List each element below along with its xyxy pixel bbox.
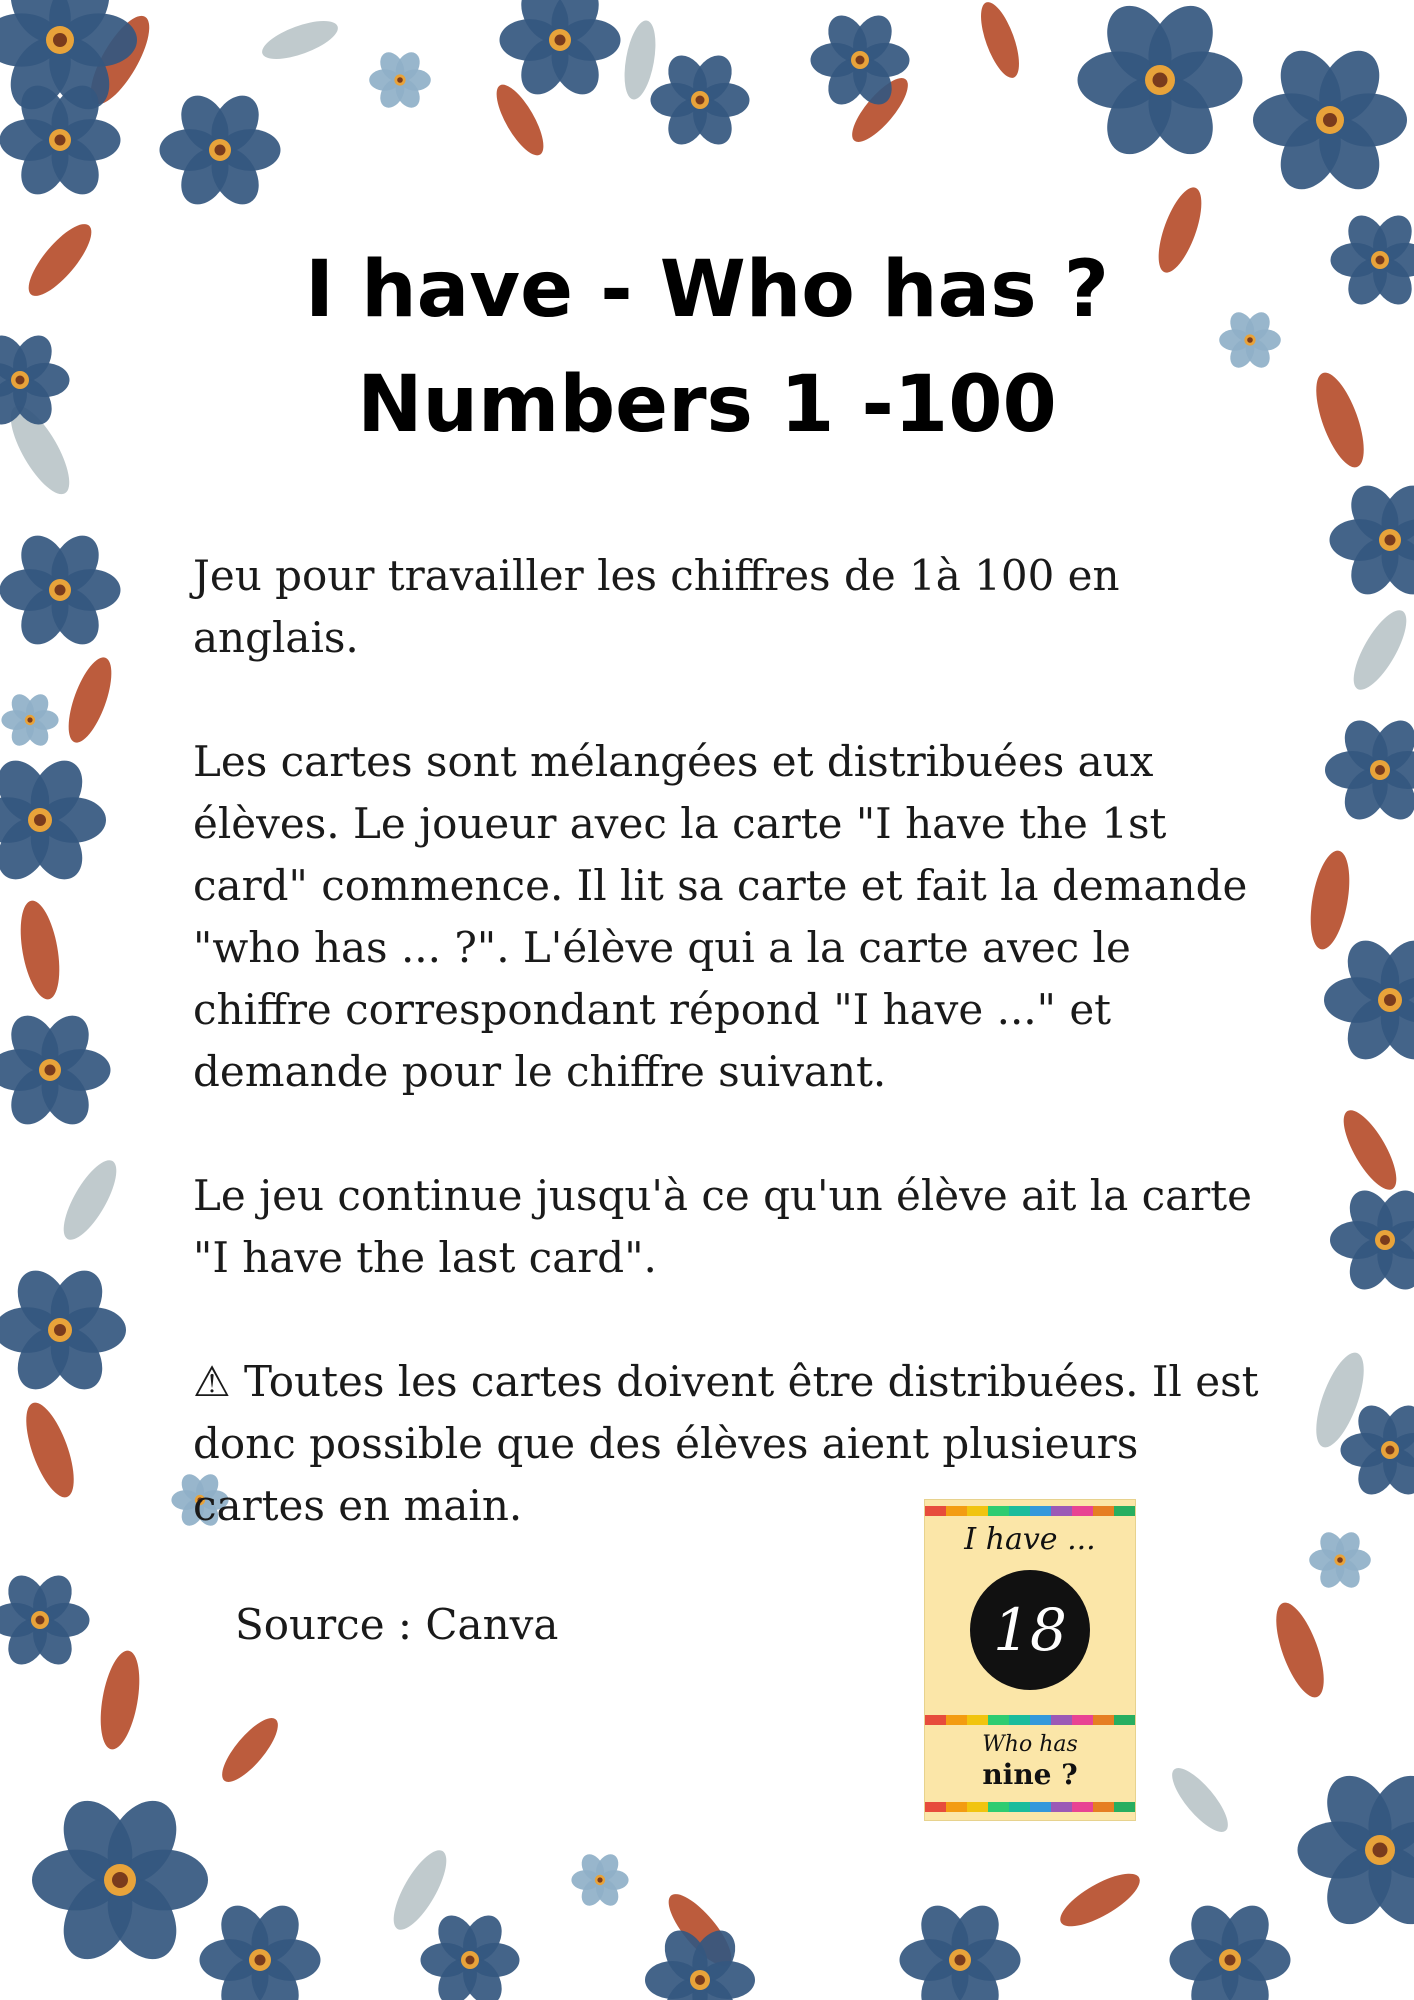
instructions <box>193 545 1263 1599</box>
leaf-icon <box>1344 603 1414 697</box>
flower-core-icon <box>55 135 66 146</box>
flower-core-icon <box>696 96 705 105</box>
leaf-icon <box>1334 1103 1406 1197</box>
flower-core-icon <box>1384 994 1396 1006</box>
leaf-icon <box>619 18 660 102</box>
flower-core-icon <box>54 1324 66 1336</box>
leaf-icon <box>60 652 120 747</box>
leaf-icon <box>258 13 343 67</box>
flower-core-icon <box>215 145 226 156</box>
flower-core-icon <box>1337 1557 1343 1563</box>
flower-core-icon <box>255 1955 266 1966</box>
flower-core-icon <box>466 1956 475 1965</box>
flower-core-icon <box>1225 1955 1236 1966</box>
paragraph-rules: Les cartes sont mélangées et distribuées aux élèves. Le joueur avec la carte "I have the 1st card" commence. Il lit sa carte et fait la demande "who has ... ?". L'élève qui a la carte avec le chiffre correspondant répond "I have ..." et demande pour le chiffre suivant. <box>193 737 1248 1096</box>
flower-core-icon <box>1385 535 1396 546</box>
flower-core-icon <box>856 56 865 65</box>
card-who-value: nine ? <box>982 1758 1078 1791</box>
example-card <box>925 1500 1135 1820</box>
leaf-icon <box>1053 1864 1147 1936</box>
flower-core-icon <box>1386 1446 1395 1455</box>
flower-core-icon <box>1380 1235 1390 1245</box>
card-stripe-middle <box>925 1715 1135 1725</box>
card-stripe-top <box>925 1506 1135 1516</box>
flower-core-icon <box>1373 1843 1388 1858</box>
source-credit: Source : Canva <box>235 1600 559 1649</box>
leaf-icon <box>1266 1597 1333 1703</box>
flower-core-icon <box>1375 765 1385 775</box>
leaf-icon <box>214 1710 287 1789</box>
card-i-have: I have ... <box>964 1522 1096 1557</box>
flower-core-icon <box>112 1872 128 1888</box>
paragraph-intro: Jeu pour travailler les chiffres de 1à 100 en anglais. <box>193 551 1120 662</box>
flower-core-icon <box>36 1616 45 1625</box>
flower-core-icon <box>55 585 66 596</box>
flower-core-icon <box>397 77 403 83</box>
leaf-icon <box>54 1153 126 1247</box>
flower-core-icon <box>45 1065 56 1076</box>
leaf-icon <box>94 1648 146 1753</box>
leaf-icon <box>14 898 66 1003</box>
card-who-has: Who has <box>982 1732 1078 1757</box>
flower-core-icon <box>1323 113 1337 127</box>
leaf-icon <box>1304 848 1356 953</box>
flower-core-icon <box>34 814 46 826</box>
title-line-1: I have - Who has ? <box>304 245 1110 335</box>
card-stripe-bottom <box>925 1802 1135 1812</box>
flower-core-icon <box>27 717 32 722</box>
paragraph-end: Le jeu continue jusqu'à ce qu'un élève ait la carte "I have the last card". <box>193 1171 1252 1282</box>
flower-core-icon <box>1247 337 1253 343</box>
leaf-icon <box>973 0 1027 82</box>
flower-core-icon <box>53 33 67 47</box>
flower-core-icon <box>955 1955 966 1966</box>
leaf-icon <box>1164 1760 1237 1839</box>
flower-core-icon <box>1153 73 1168 88</box>
title-line-2: Numbers 1 -100 <box>357 360 1057 450</box>
flower-core-icon <box>555 35 566 46</box>
flower-core-icon <box>597 1877 602 1882</box>
leaf-icon <box>16 1397 83 1503</box>
paragraph-warning: ⚠ Toutes les cartes doivent être distribuées. Il est donc possible que des élèves aient plusieurs cartes en main. <box>193 1357 1259 1530</box>
card-number-badge: 18 <box>970 1570 1090 1690</box>
flower-core-icon <box>695 1975 705 1985</box>
